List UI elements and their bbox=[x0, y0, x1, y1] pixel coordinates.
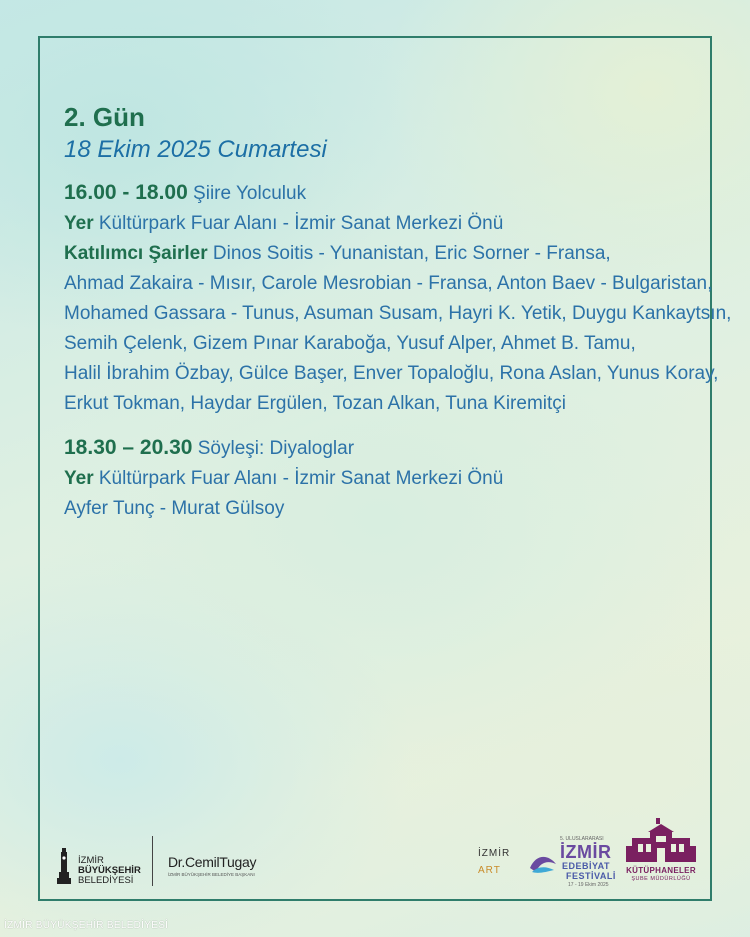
program-content bbox=[64, 100, 732, 524]
event-1-time: 16.00 - 18.00 bbox=[64, 181, 188, 204]
mayor-name: Dr.CemilTugay bbox=[168, 854, 257, 870]
event-2-time: 18.30 – 20.30 bbox=[64, 436, 193, 459]
participants-line-2: Ahmad Zakaira - Mısır, Carole Mesrobian - Fransa, Anton Baev - Bulgaristan, bbox=[64, 273, 713, 294]
day-heading: 2. Gün bbox=[64, 102, 145, 132]
event-1-venue: Kültürpark Fuar Alanı - İzmir Sanat Merkezi Önü bbox=[98, 213, 504, 234]
watermark: İZMİR BÜYÜKŞEHİR BELEDİYESİ bbox=[4, 920, 169, 931]
participants-line-3: Mohamed Gassara - Tunus, Asuman Susam, Hayri K. Yetik, Duygu Kankaytsın, bbox=[64, 303, 732, 324]
participants-line-6: Erkut Tokman, Haydar Ergülen, Tozan Alkan, Tuna Kiremitçi bbox=[64, 393, 566, 414]
participants-line-4: Semih Çelenk, Gizem Pınar Karaboğa, Yusuf Alper, Ahmet B. Tamu, bbox=[64, 333, 636, 354]
library-building-icon bbox=[626, 818, 696, 864]
event-2 bbox=[64, 433, 714, 524]
festival-logo: 5. ULUSLARARASI İZMİR EDEBİYAT FESTİVALİ 17 - 19 Ekim 2025 bbox=[528, 836, 616, 886]
event-1-title: Şiire Yolculuk bbox=[193, 183, 307, 204]
event-2-title: Söyleşi: Diyaloglar bbox=[197, 438, 355, 459]
izmir-art-logo: İZMİR ART bbox=[478, 848, 511, 876]
participants-line-1 bbox=[64, 239, 714, 269]
wave-icon bbox=[528, 850, 558, 876]
ibb-name: İZMİR BÜYÜKŞEHİR BELEDİYESİ bbox=[78, 855, 141, 886]
event-1 bbox=[64, 178, 732, 419]
date-heading: 18 Ekim 2025 Cumartesi bbox=[64, 136, 327, 163]
footer-divider bbox=[152, 836, 153, 886]
library-logo: KÜTÜPHANELER ŞUBE MÜDÜRLÜĞÜ bbox=[620, 818, 702, 888]
event-2-header bbox=[64, 433, 714, 464]
participants-label: Katılımcı Şairler bbox=[64, 243, 208, 264]
ibb-logo bbox=[56, 846, 146, 886]
participants-line-5: Halil İbrahim Özbay, Gülce Başer, Enver Topaloğlu, Rona Aslan, Yunus Koray, bbox=[64, 363, 719, 384]
participants-text-1: Dinos Soitis - Yunanistan, Eric Sorner - Fransa, bbox=[212, 243, 611, 264]
sponsor-footer bbox=[0, 818, 750, 898]
event-2-venue-label: Yer bbox=[64, 468, 94, 489]
event-1-venue-line bbox=[64, 209, 714, 239]
mayor-subtitle: İZMİR BÜYÜKŞEHİR BELEDİYE BAŞKANI bbox=[168, 872, 255, 877]
event-2-venue-line bbox=[64, 464, 714, 494]
event-1-venue-label: Yer bbox=[64, 213, 94, 234]
clock-tower-icon bbox=[56, 846, 72, 886]
event-1-header bbox=[64, 178, 714, 209]
event-2-venue: Kültürpark Fuar Alanı - İzmir Sanat Merkezi Önü bbox=[98, 468, 504, 489]
event-2-speakers: Ayfer Tunç - Murat Gülsoy bbox=[64, 498, 285, 519]
